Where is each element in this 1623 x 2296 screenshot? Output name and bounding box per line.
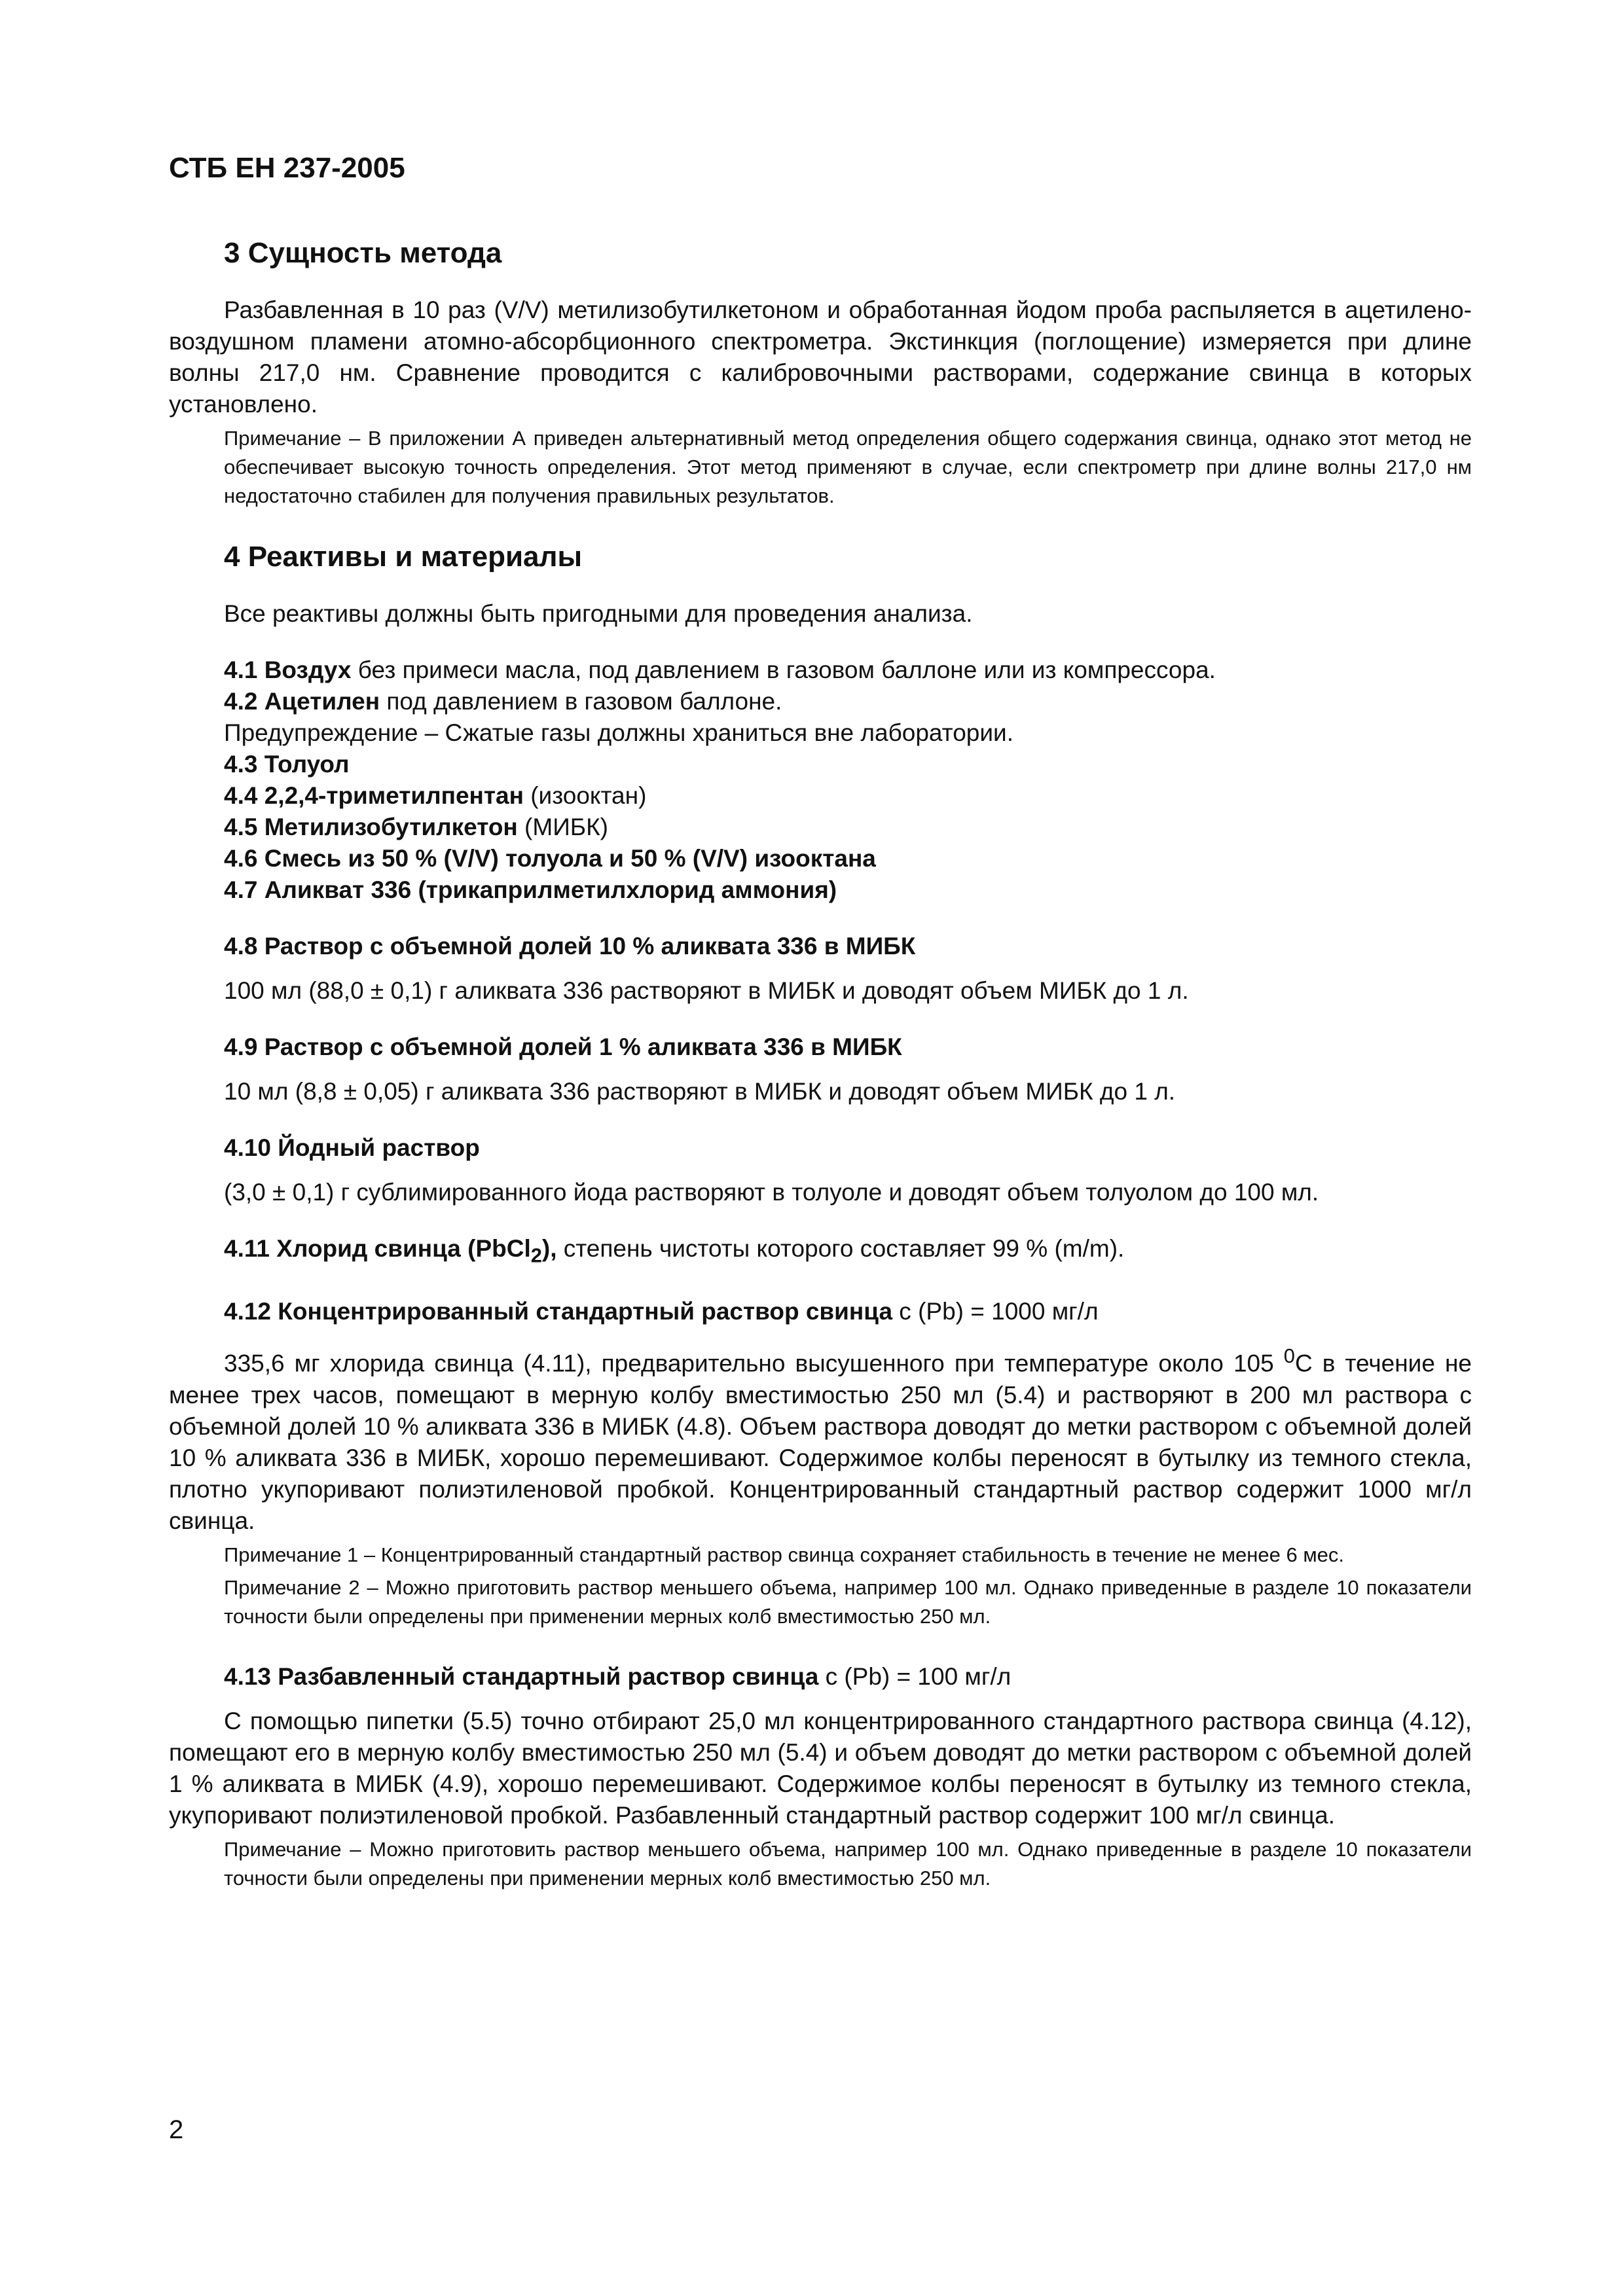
- item-4-6-label: 4.6 Смесь из 50 % (V/V) толуола и 50 % (V/V) изооктана: [224, 845, 876, 872]
- subsection-4-13-paragraph: С помощью пипетки (5.5) точно отбирают 25,0 мл концентрированного стандартного раствора свинца (4.12), помещают его в мерную колбу вместимостью 250 мл (5.4) и объем доводят до метки раствором с объемной долей 1 % аликвата в МИБК (4.9), хорошо перемешивают. Содержимое колбы переносят в бутылку из темного стекла, укупоривают полиэтиленовой пробкой. Разбавленный стандартный раствор содержит 100 мг/л свинца.: [169, 1707, 1472, 1829]
- subsection-4-11: [224, 1233, 1472, 1271]
- subsection-4-9-title: 4.9 Раствор с объемной долей 1 % аликвата 336 в МИБК: [224, 1033, 902, 1060]
- subsection-4-12-note-2: Примечание 2 – Можно приготовить раствор меньшего объема, например 100 мл. Однако приведенные в разделе 10 показатели точности были определены при применении мерных колб вместимостью 250 мл.: [224, 1575, 1472, 1628]
- subsection-4-11-text: степень чистоты которого составляет 99 % (m/m).: [556, 1235, 1125, 1262]
- subsection-4-13-label: 4.13 Разбавленный стандартный раствор свинца: [224, 1662, 819, 1690]
- page-number: 2: [169, 2115, 184, 2144]
- subsection-4-12-title: [224, 1296, 1472, 1327]
- subsection-4-12-label: 4.12 Концентрированный стандартный раствор свинца: [224, 1298, 893, 1325]
- subsection-4-12-paragraph-a: 335,6 мг хлорида свинца (4.11), предварительно высушенного при температуре около 105: [224, 1350, 1284, 1377]
- item-4-6: [224, 843, 1472, 874]
- section-4-intro: Все реактивы должны быть пригодными для проведения анализа.: [224, 600, 973, 627]
- subsection-4-12-paragraph-b: С в течение не менее трех часов, помещают в мерную колбу вместимостью 250 мл (5.4) и растворяют в 200 мл раствора с объемной долей 10 % аликвата 336 в МИБК (4.8). Объем раствора доводят до метки раствором с объемной долей 10 % аликвата 336 в МИБК, хорошо перемешивают. Содержимое колбы переносят в бутылку из темного стекла, плотно укупоривают полиэтиленовой пробкой. Концентрированный стандартный раствор содержит 1000 мг/л свинца.: [169, 1350, 1472, 1534]
- item-4-2-text: под давлением в газовом баллоне.: [380, 688, 782, 715]
- subsection-4-9-text: 10 мл (8,8 ± 0,05) г аликвата 336 растворяют в МИБК и доводят объем МИБК до 1 л.: [224, 1078, 1176, 1105]
- item-4-4-label: 4.4 2,2,4-триметилпентан: [224, 782, 524, 809]
- item-4-5: [224, 812, 1472, 843]
- page-content: [169, 223, 1472, 1893]
- subsection-4-12-note-1: Примечание 1 – Концентрированный стандартный раствор свинца сохраняет стабильность в течение не менее 6 мес.: [224, 1543, 1344, 1566]
- item-4-5-label: 4.5 Метилизобутилкетон: [224, 814, 518, 840]
- subsection-4-11-label-a: 4.11 Хлорид свинца (PbCl: [224, 1235, 531, 1262]
- item-4-7: [224, 874, 1472, 906]
- section-4-title: 4 Реактивы и материалы: [224, 541, 583, 573]
- item-4-4-text: (изооктан): [523, 782, 647, 809]
- section-3-note: Примечание – В приложении А приведен альтернативный метод определения общего содержания свинца, однако этот метод не обеспечивает высокую точность определения. Этот метод применяют в случае, если спектрометр при длине волны 217,0 нм недостаточно стабилен для получения правильных результатов.: [224, 427, 1472, 507]
- section-3-paragraph: Разбавленная в 10 раз (V/V) метилизобутилкетоном и обработанная йодом проба распыляется в ацетилено-воздушном пламени атомно-абсорбционного спектрометра. Экстинкция (поглощение) измеряется при длине волны 217,0 нм. Сравнение проводится с калибровочными растворами, содержание свинца в которых установлено.: [169, 296, 1472, 418]
- subsection-4-11-label: [224, 1235, 557, 1267]
- subsection-4-11-label-b: ),: [541, 1235, 557, 1262]
- item-4-2: [224, 686, 1472, 717]
- item-4-7-label: 4.7 Аликват 336 (трикаприлметилхлорид аммония): [224, 876, 837, 903]
- degree-superscript: 0: [1283, 1344, 1295, 1368]
- item-4-3-label: 4.3 Толуол: [224, 751, 350, 778]
- item-4-1: [224, 655, 1472, 686]
- section-3-title: 3 Сущность метода: [224, 237, 502, 269]
- item-4-4: [224, 780, 1472, 812]
- subsection-4-10-title: 4.10 Йодный раствор: [224, 1134, 480, 1161]
- subsection-4-12-paragraph: [169, 1340, 1472, 1536]
- subsection-4-13-title: [224, 1661, 1472, 1693]
- item-4-1-text: без примеси масла, под давлением в газовом баллоне или из компрессора.: [351, 656, 1216, 683]
- subsection-4-8-text: 100 мл (88,0 ± 0,1) г аликвата 336 растворяют в МИБК и доводят объем МИБК до 1 л.: [224, 977, 1189, 1004]
- subsection-4-8-title: 4.8 Раствор с объемной долей 10 % аликвата 336 в МИБК: [224, 933, 916, 960]
- item-4-3: [224, 749, 1472, 780]
- subsection-4-12-formula: с (Pb) = 1000 мг/л: [892, 1298, 1099, 1325]
- subsection-4-10-text: (3,0 ± 0,1) г сублимированного йода растворяют в толуоле и доводят объем толуолом до 100 мл.: [224, 1179, 1319, 1206]
- warning-text: Предупреждение – Сжатые газы должны храниться вне лаборатории.: [224, 719, 1013, 746]
- item-4-2-label: 4.2 Ацетилен: [224, 688, 380, 715]
- subsection-4-11-subscript: 2: [530, 1244, 542, 1267]
- subsection-4-13-note: Примечание – Можно приготовить раствор меньшего объема, например 100 мл. Однако приведенные в разделе 10 показатели точности были определены при применении мерных колб вместимостью 250 мл.: [224, 1837, 1472, 1890]
- item-4-1-label: 4.1 Воздух: [224, 656, 352, 683]
- item-4-5-text: (МИБК): [517, 814, 608, 840]
- subsection-4-13-formula: с (Pb) = 100 мг/л: [818, 1662, 1012, 1690]
- document-code: СТБ ЕН 237-2005: [169, 152, 405, 184]
